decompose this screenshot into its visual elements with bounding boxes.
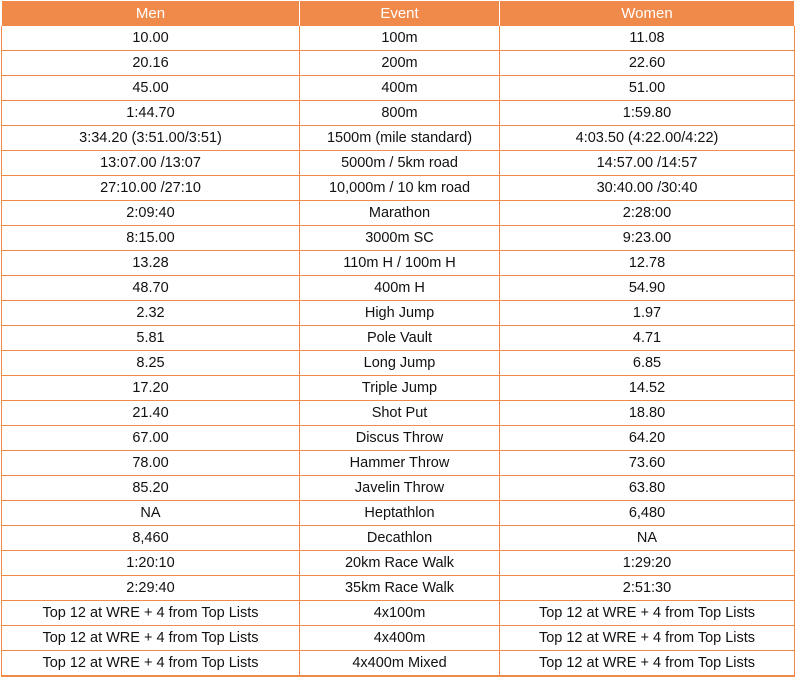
cell-women: 6,480: [500, 501, 795, 526]
cell-women: 11.08: [500, 26, 795, 51]
cell-event: 4x400m Mixed: [300, 651, 500, 677]
cell-men: 10.00: [2, 26, 300, 51]
cell-men: 45.00: [2, 76, 300, 101]
cell-women: 63.80: [500, 476, 795, 501]
cell-event: 200m: [300, 51, 500, 76]
cell-men: 21.40: [2, 401, 300, 426]
table-row: [2, 301, 795, 326]
table-row: [2, 426, 795, 451]
cell-women: 14:57.00 /14:57: [500, 151, 795, 176]
cell-event: Discus Throw: [300, 426, 500, 451]
cell-women: 2:51:30: [500, 576, 795, 601]
cell-men: 20.16: [2, 51, 300, 76]
column-header-men: Men: [2, 1, 300, 26]
table-row: [2, 326, 795, 351]
cell-men: 1:44.70: [2, 101, 300, 126]
cell-women: 18.80: [500, 401, 795, 426]
cell-women: 22.60: [500, 51, 795, 76]
table-row: [2, 201, 795, 226]
cell-men: 8:15.00: [2, 226, 300, 251]
cell-men: 2:29:40: [2, 576, 300, 601]
cell-women: 12.78: [500, 251, 795, 276]
cell-men: NA: [2, 501, 300, 526]
cell-women: 2:28:00: [500, 201, 795, 226]
cell-women: 1:59.80: [500, 101, 795, 126]
cell-women: 1.97: [500, 301, 795, 326]
cell-event: Hammer Throw: [300, 451, 500, 476]
cell-event: Marathon: [300, 201, 500, 226]
cell-women: NA: [500, 526, 795, 551]
table-body: [2, 26, 795, 677]
table-row: [2, 451, 795, 476]
cell-event: Pole Vault: [300, 326, 500, 351]
cell-men: Top 12 at WRE + 4 from Top Lists: [2, 626, 300, 651]
table-row: [2, 51, 795, 76]
table-row: [2, 376, 795, 401]
cell-women: 4.71: [500, 326, 795, 351]
cell-men: Top 12 at WRE + 4 from Top Lists: [2, 651, 300, 677]
table-row: [2, 626, 795, 651]
cell-men: 8.25: [2, 351, 300, 376]
cell-event: 100m: [300, 26, 500, 51]
cell-women: 73.60: [500, 451, 795, 476]
table-row: [2, 126, 795, 151]
cell-women: 4:03.50 (4:22.00/4:22): [500, 126, 795, 151]
cell-men: 1:20:10: [2, 551, 300, 576]
cell-men: 17.20: [2, 376, 300, 401]
cell-men: 2.32: [2, 301, 300, 326]
entry-standards-table: [1, 1, 795, 677]
cell-women: 64.20: [500, 426, 795, 451]
cell-men: 78.00: [2, 451, 300, 476]
cell-event: 1500m (mile standard): [300, 126, 500, 151]
cell-women: 14.52: [500, 376, 795, 401]
table-row: [2, 526, 795, 551]
cell-event: 3000m SC: [300, 226, 500, 251]
table-row: [2, 176, 795, 201]
cell-event: 4x400m: [300, 626, 500, 651]
cell-men: 13:07.00 /13:07: [2, 151, 300, 176]
table-row: [2, 151, 795, 176]
table-row: [2, 351, 795, 376]
cell-men: 3:34.20 (3:51.00/3:51): [2, 126, 300, 151]
cell-event: 800m: [300, 101, 500, 126]
cell-men: 27:10.00 /27:10: [2, 176, 300, 201]
table-row: [2, 26, 795, 51]
cell-event: Long Jump: [300, 351, 500, 376]
cell-women: 9:23.00: [500, 226, 795, 251]
cell-event: 110m H / 100m H: [300, 251, 500, 276]
cell-event: Triple Jump: [300, 376, 500, 401]
cell-event: 5000m / 5km road: [300, 151, 500, 176]
cell-women: 30:40.00 /30:40: [500, 176, 795, 201]
cell-event: 400m H: [300, 276, 500, 301]
cell-men: 48.70: [2, 276, 300, 301]
cell-event: 35km Race Walk: [300, 576, 500, 601]
cell-men: 2:09:40: [2, 201, 300, 226]
table-row: [2, 101, 795, 126]
table-row: [2, 251, 795, 276]
cell-event: Heptathlon: [300, 501, 500, 526]
cell-event: 4x100m: [300, 601, 500, 626]
cell-event: Javelin Throw: [300, 476, 500, 501]
table-row: [2, 76, 795, 101]
table-row: [2, 601, 795, 626]
table-header-row: [2, 1, 795, 26]
cell-event: 10,000m / 10 km road: [300, 176, 500, 201]
cell-women: 6.85: [500, 351, 795, 376]
cell-men: Top 12 at WRE + 4 from Top Lists: [2, 601, 300, 626]
cell-men: 67.00: [2, 426, 300, 451]
cell-women: 54.90: [500, 276, 795, 301]
column-header-event: Event: [300, 1, 500, 26]
table-row: [2, 226, 795, 251]
cell-event: 400m: [300, 76, 500, 101]
cell-men: 5.81: [2, 326, 300, 351]
cell-women: 1:29:20: [500, 551, 795, 576]
table-row: [2, 501, 795, 526]
cell-women: Top 12 at WRE + 4 from Top Lists: [500, 651, 795, 677]
table-row: [2, 651, 795, 677]
table-row: [2, 576, 795, 601]
table-row: [2, 476, 795, 501]
cell-event: Decathlon: [300, 526, 500, 551]
column-header-women: Women: [500, 1, 795, 26]
table-row: [2, 401, 795, 426]
cell-men: 85.20: [2, 476, 300, 501]
table-row: [2, 551, 795, 576]
cell-event: 20km Race Walk: [300, 551, 500, 576]
cell-women: 51.00: [500, 76, 795, 101]
cell-men: 8,460: [2, 526, 300, 551]
table-row: [2, 276, 795, 301]
cell-event: High Jump: [300, 301, 500, 326]
cell-men: 13.28: [2, 251, 300, 276]
cell-women: Top 12 at WRE + 4 from Top Lists: [500, 626, 795, 651]
cell-women: Top 12 at WRE + 4 from Top Lists: [500, 601, 795, 626]
cell-event: Shot Put: [300, 401, 500, 426]
